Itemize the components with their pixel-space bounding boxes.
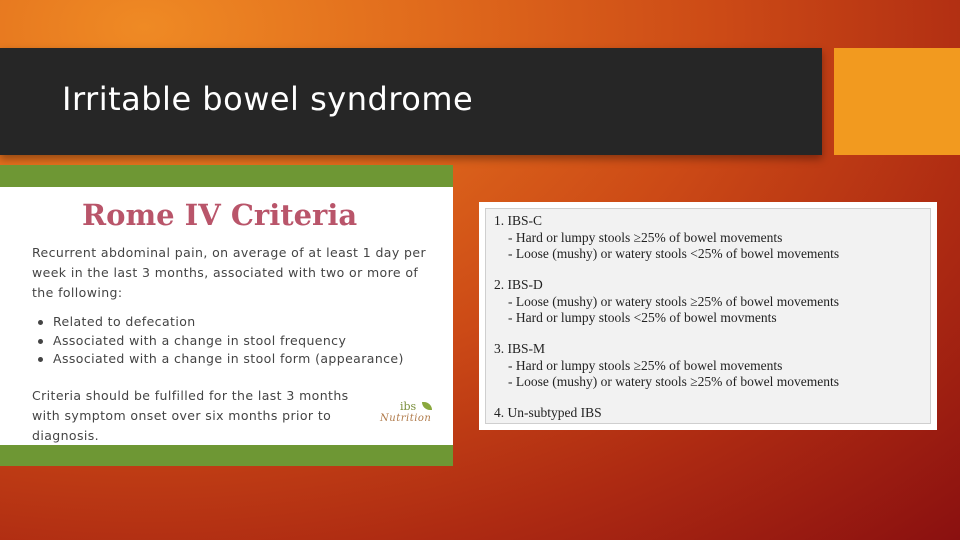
rome-footer: Criteria should be fulfilled for the last 3 months with symptom onset over six months prior to diagnosis. <box>32 388 349 443</box>
ibs-subtypes-card <box>479 202 937 430</box>
logo-ibs-text: ibs <box>400 400 417 413</box>
rome-bullet-text: Associated with a change in stool form (appearance) <box>53 351 404 366</box>
rome-bullet-text: Related to defecation <box>53 314 196 329</box>
ibs-subtype-heading: 4. Un-subtyped IBS <box>494 405 602 420</box>
rome-title: Rome IV Criteria <box>82 198 358 232</box>
green-band-bottom <box>0 445 453 466</box>
bullet-icon <box>38 357 43 362</box>
ibs-subtype-criterion: - Hard or lumpy stools <25% of bowel movments <box>508 310 777 325</box>
rome-bullet <box>38 350 404 369</box>
ibs-subtype-criterion: - Loose (mushy) or watery stools <25% of bowel movements <box>508 246 840 261</box>
rome-bullet-text: Associated with a change in stool frequency <box>53 332 347 348</box>
bullet-icon <box>38 339 43 344</box>
ibs-subtype-criterion: - Loose (mushy) or watery stools ≥25% of bowel movements <box>508 294 839 309</box>
leaf-icon <box>422 402 432 410</box>
logo-nutrition-text: Nutrition <box>380 413 432 424</box>
ibs-subtype-heading: 1. IBS-C <box>494 213 543 228</box>
rome-bullets <box>38 313 404 369</box>
ibs-subtype-heading: 3. IBS-M <box>494 341 546 356</box>
slide-title: Irritable bowel syndrome <box>62 80 474 118</box>
rome-bullet <box>38 332 404 351</box>
ibs-nutrition-logo <box>380 402 444 426</box>
bullet-icon <box>38 320 43 325</box>
rome-criteria-card <box>0 165 453 466</box>
rome-intro: Recurrent abdominal pain, on average of at least 1 day per week in the last 3 months, associated with two or more of the following: <box>32 245 426 300</box>
ibs-subtype-criterion: - Loose (mushy) or watery stools ≥25% of bowel movements <box>508 374 839 389</box>
green-band-top <box>0 165 453 187</box>
accent-box <box>834 48 960 155</box>
rome-bullet <box>38 313 404 332</box>
ibs-subtype-criterion: - Hard or lumpy stools ≥25% of bowel movements <box>508 358 783 373</box>
ibs-subtypes-panel <box>485 208 931 424</box>
ibs-subtype-criterion: - Hard or lumpy stools ≥25% of bowel movements <box>508 230 783 245</box>
ibs-subtype-heading: 2. IBS-D <box>494 277 543 292</box>
